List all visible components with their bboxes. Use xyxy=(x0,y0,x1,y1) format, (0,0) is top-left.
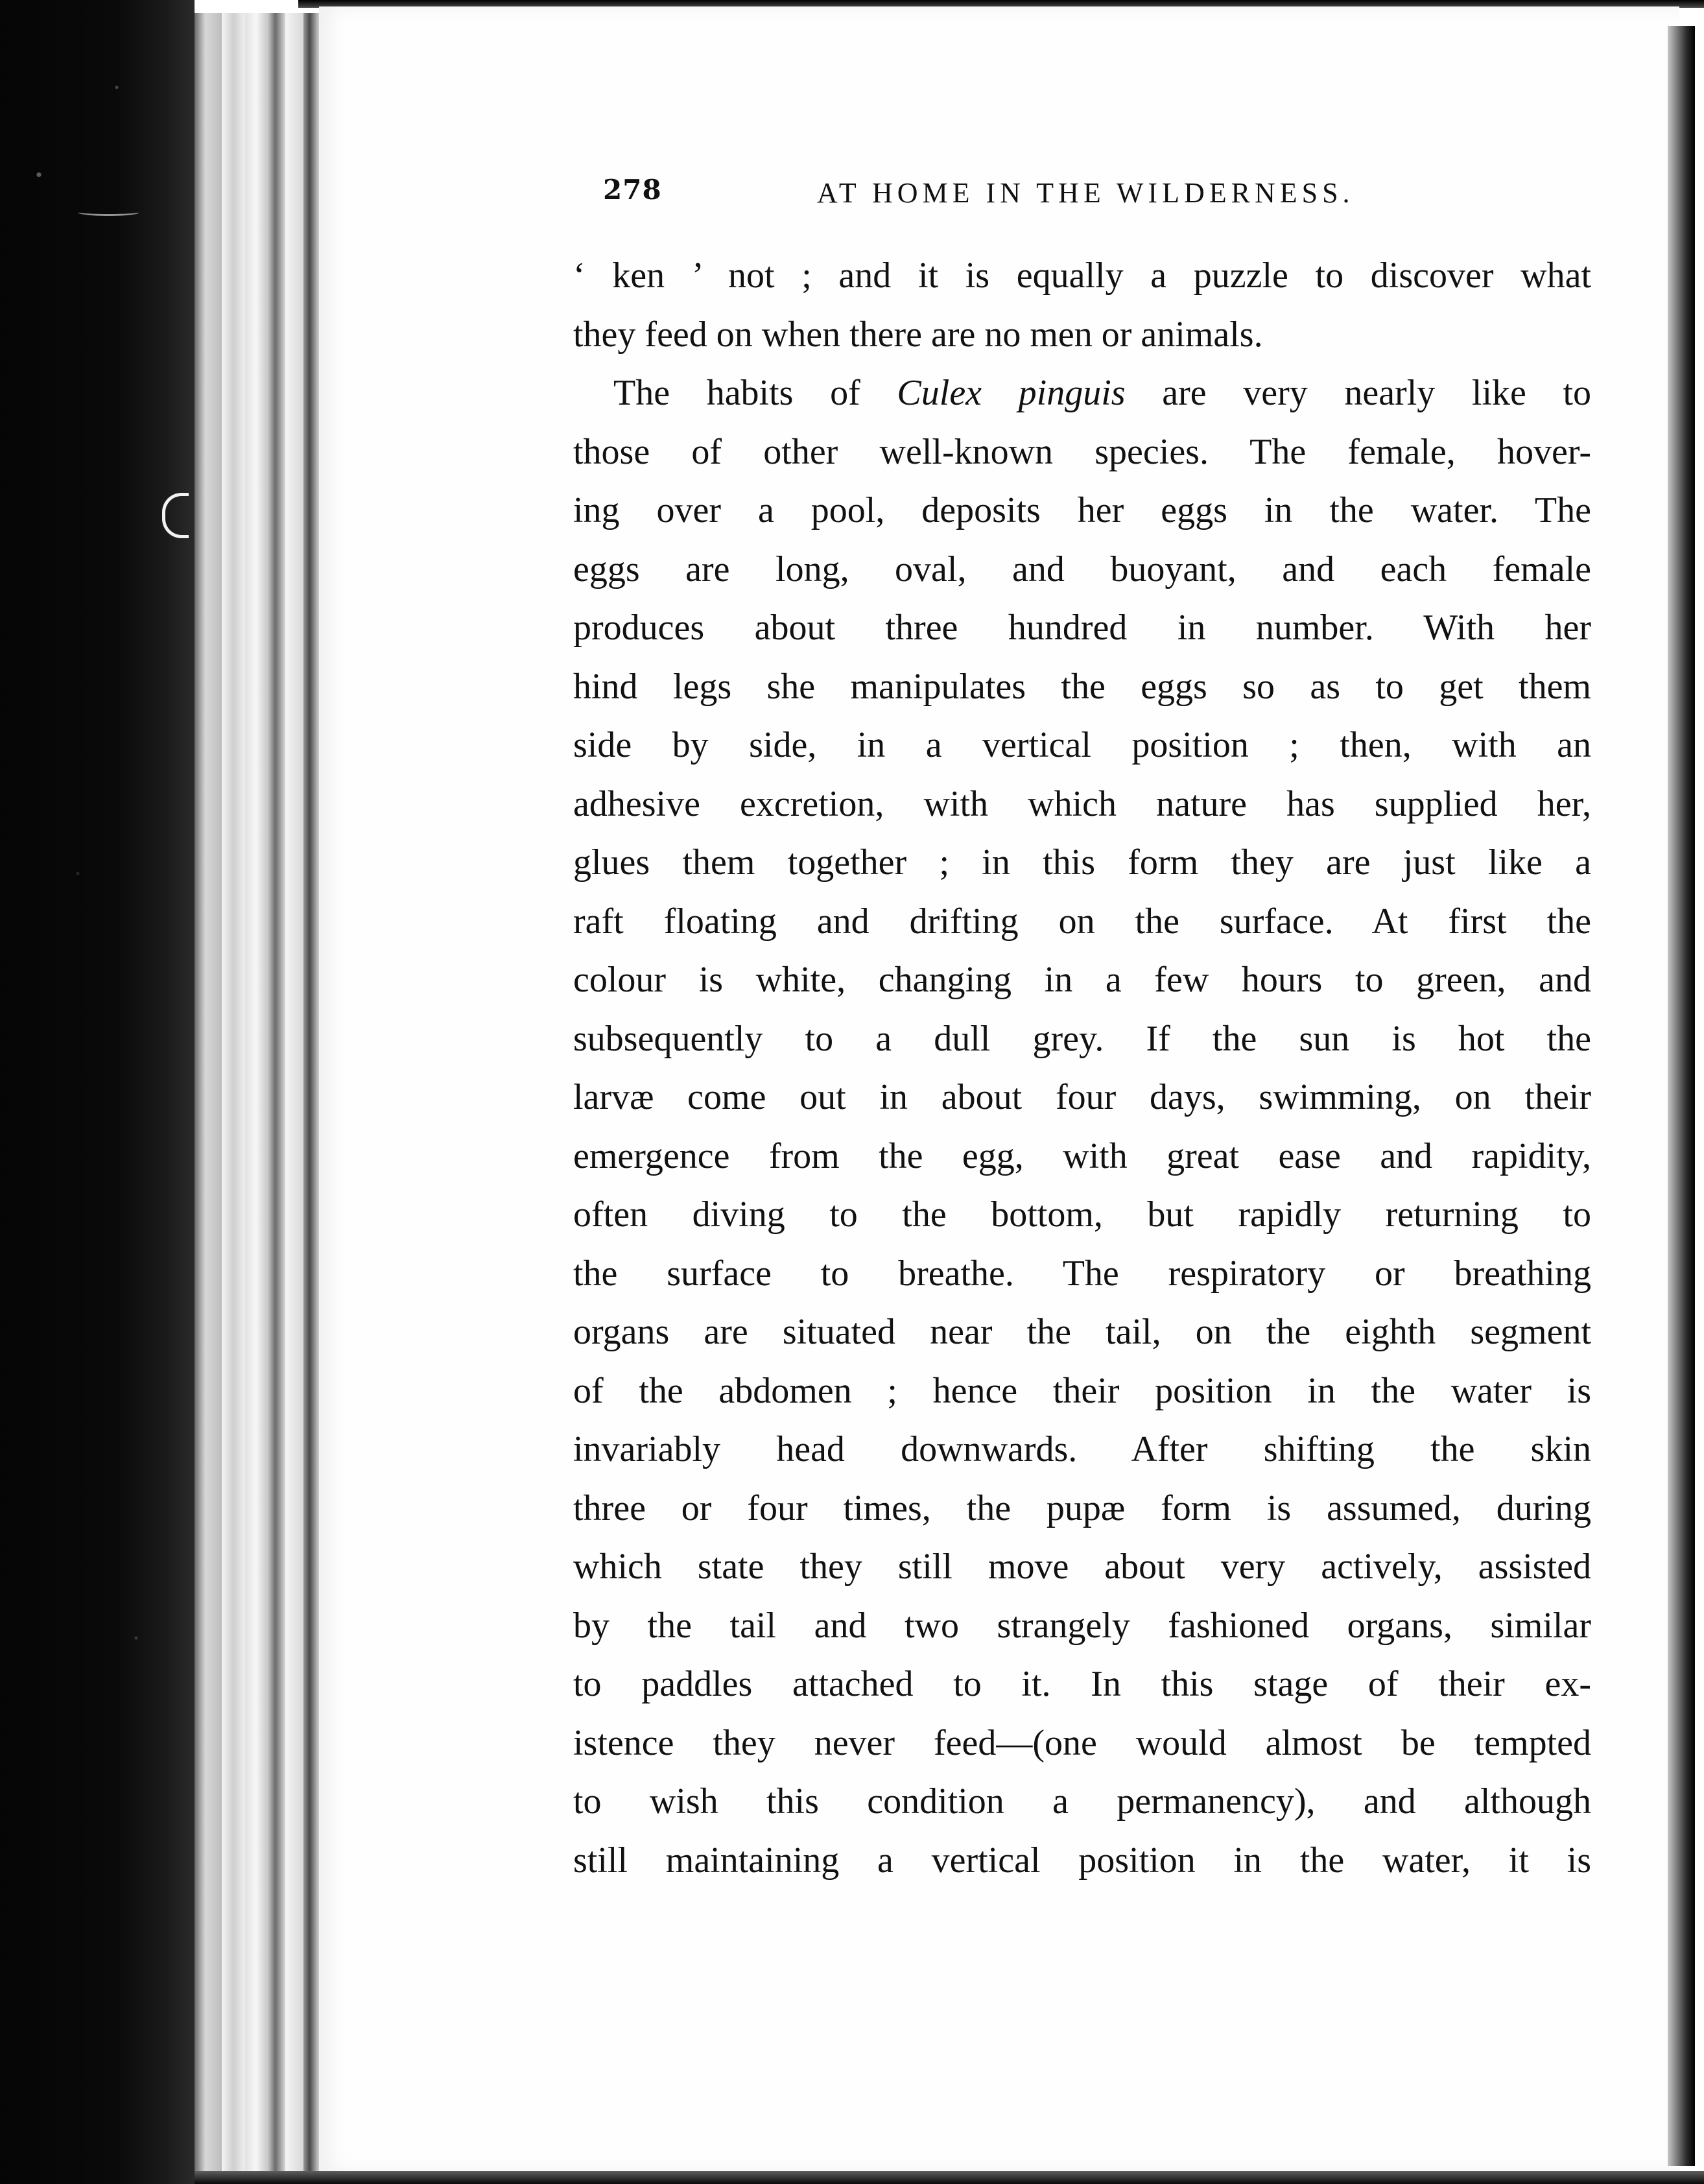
text-line: which state they still move about very actively, assisted xyxy=(573,1547,1591,1587)
text-line: to paddles attached to it. In this stage of their ex- xyxy=(573,1664,1591,1704)
binding-texture xyxy=(0,0,195,2184)
body-text xyxy=(573,246,1591,1890)
text-line: by the tail and two strangely fashioned organs, similar xyxy=(573,1605,1591,1646)
text-line: to wish this condition a permanency), and although xyxy=(573,1781,1591,1822)
scan-bottom-edge xyxy=(195,2171,1704,2184)
text-line: side by side, in a vertical position ; then, with an xyxy=(573,725,1591,765)
text-line: they feed on when there are no men or animals. xyxy=(573,314,1263,355)
text-line: the surface to breathe. The respiratory or breathing xyxy=(573,1253,1591,1294)
page-stack-strip xyxy=(267,13,285,2172)
text-line: istence they never feed—(one would almost be tempted xyxy=(573,1722,1591,1763)
text-line: organs are situated near the tail, on the eighth segment xyxy=(573,1312,1591,1352)
text-line: ing over a pool, deposits her eggs in the water. The xyxy=(573,490,1591,530)
text-span: The habits xyxy=(613,373,794,413)
text-line: still maintaining a vertical position in the water, it is xyxy=(573,1840,1591,1881)
text-span: of xyxy=(830,373,860,413)
text-line: eggs are long, oval, and buoyant, and each female xyxy=(573,549,1591,589)
page-number: 278 xyxy=(603,174,662,206)
text-line: hind legs she manipulates the eggs so as to get them xyxy=(573,666,1591,707)
text-line: raft floating and drifting on the surface. At first the xyxy=(573,901,1591,942)
text-line: emergence from the egg, with great ease and rapidity, xyxy=(573,1135,1591,1176)
text-line: adhesive excretion, with which nature has supplied her, xyxy=(573,783,1591,824)
page-stack-strip xyxy=(195,13,222,2172)
page-stack-strip xyxy=(245,13,267,2172)
species-name: Culex pinguis xyxy=(897,373,1126,413)
page-right-edge xyxy=(1668,26,1695,2166)
text-line: produces about three hundred in number. With her xyxy=(573,608,1591,648)
book-binding-edge xyxy=(0,0,195,2184)
running-header xyxy=(603,174,1381,219)
text-line: larvæ come out in about four days, swimming, on their xyxy=(573,1077,1591,1117)
text-line: of the abdomen ; hence their position in the water is xyxy=(573,1370,1591,1411)
text-line: ‘ ken ’ not ; and it is equally a puzzle to discover what xyxy=(573,255,1591,296)
text-span: are very nearly like to xyxy=(1162,373,1592,413)
paragraph-start-line xyxy=(573,364,1591,423)
text-line: invariably head downwards. After shifting the skin xyxy=(573,1429,1591,1469)
text-line: colour is white, changing in a few hours to green, and xyxy=(573,960,1591,1000)
text-line: glues them together ; in this form they are just like a xyxy=(573,842,1591,883)
text-line: subsequently to a dull grey. If the sun is hot the xyxy=(573,1018,1591,1059)
binding-mark xyxy=(78,209,139,216)
page-stack-strip xyxy=(303,13,319,2172)
running-title: AT HOME IN THE WILDERNESS. xyxy=(817,177,1355,209)
page-stack-strip xyxy=(285,13,303,2172)
text-line: those of other well-known species. The female, hover- xyxy=(573,431,1591,472)
page-stack-strip xyxy=(222,13,245,2172)
text-line: often diving to the bottom, but rapidly returning to xyxy=(573,1194,1591,1235)
text-line: three or four times, the pupæ form is assumed, during xyxy=(573,1488,1591,1528)
